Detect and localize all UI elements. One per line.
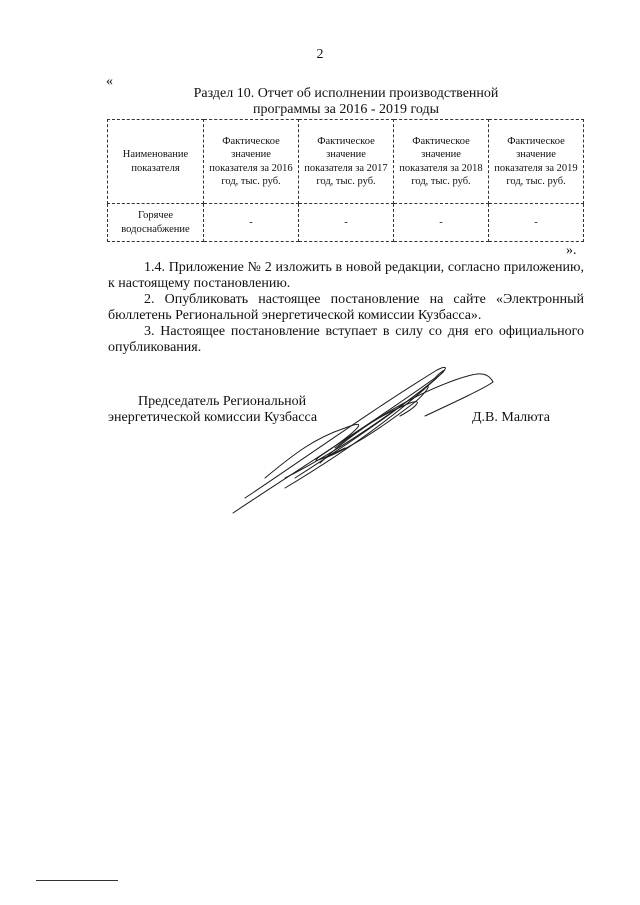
signer-name: Д.В. Малюта [472, 410, 550, 425]
table-cell-2018: - [394, 204, 489, 242]
handwritten-signature [225, 358, 500, 523]
signer-title: Председатель Региональной энергетической комиссии Кузбасса [108, 394, 318, 425]
table-cell-2019: - [489, 204, 584, 242]
paragraph-2: 2. Опубликовать настоящее постановление на сайте «Электронный бюллетень Региональной энергетической комиссии Кузбасса». [108, 292, 584, 323]
closing-quote: ». [566, 243, 577, 258]
table-cell-2017: - [299, 204, 394, 242]
table-cell-indicator: Горячее водоснабжение [108, 204, 204, 242]
report-table [107, 119, 584, 242]
header-2017: Фактическое значение показателя за 2017 год, тыс. руб. [299, 120, 394, 204]
section-title-line-2: программы за 2016 - 2019 годы [253, 102, 439, 117]
table-row [108, 204, 584, 242]
header-2016: Фактическое значение показателя за 2016 год, тыс. руб. [204, 120, 299, 204]
opening-quote: « [106, 74, 113, 89]
section-title [108, 86, 584, 118]
paragraph-3: 3. Настоящее постановление вступает в силу со дня его официального опубликования. [108, 324, 584, 355]
header-indicator-name: Наименование показателя [108, 120, 204, 204]
paragraph-1-4: 1.4. Приложение № 2 изложить в новой редакции, согласно приложению, к настоящему постановлению. [108, 260, 584, 291]
header-2018: Фактическое значение показателя за 2018 год, тыс. руб. [394, 120, 489, 204]
page-number: 2 [316, 47, 324, 62]
section-title-line-1: Раздел 10. Отчет об исполнении производственной [193, 86, 499, 101]
footnote-divider [36, 880, 118, 881]
table-header-row [108, 120, 584, 204]
header-2019: Фактическое значение показателя за 2019 год, тыс. руб. [489, 120, 584, 204]
table-cell-2016: - [204, 204, 299, 242]
